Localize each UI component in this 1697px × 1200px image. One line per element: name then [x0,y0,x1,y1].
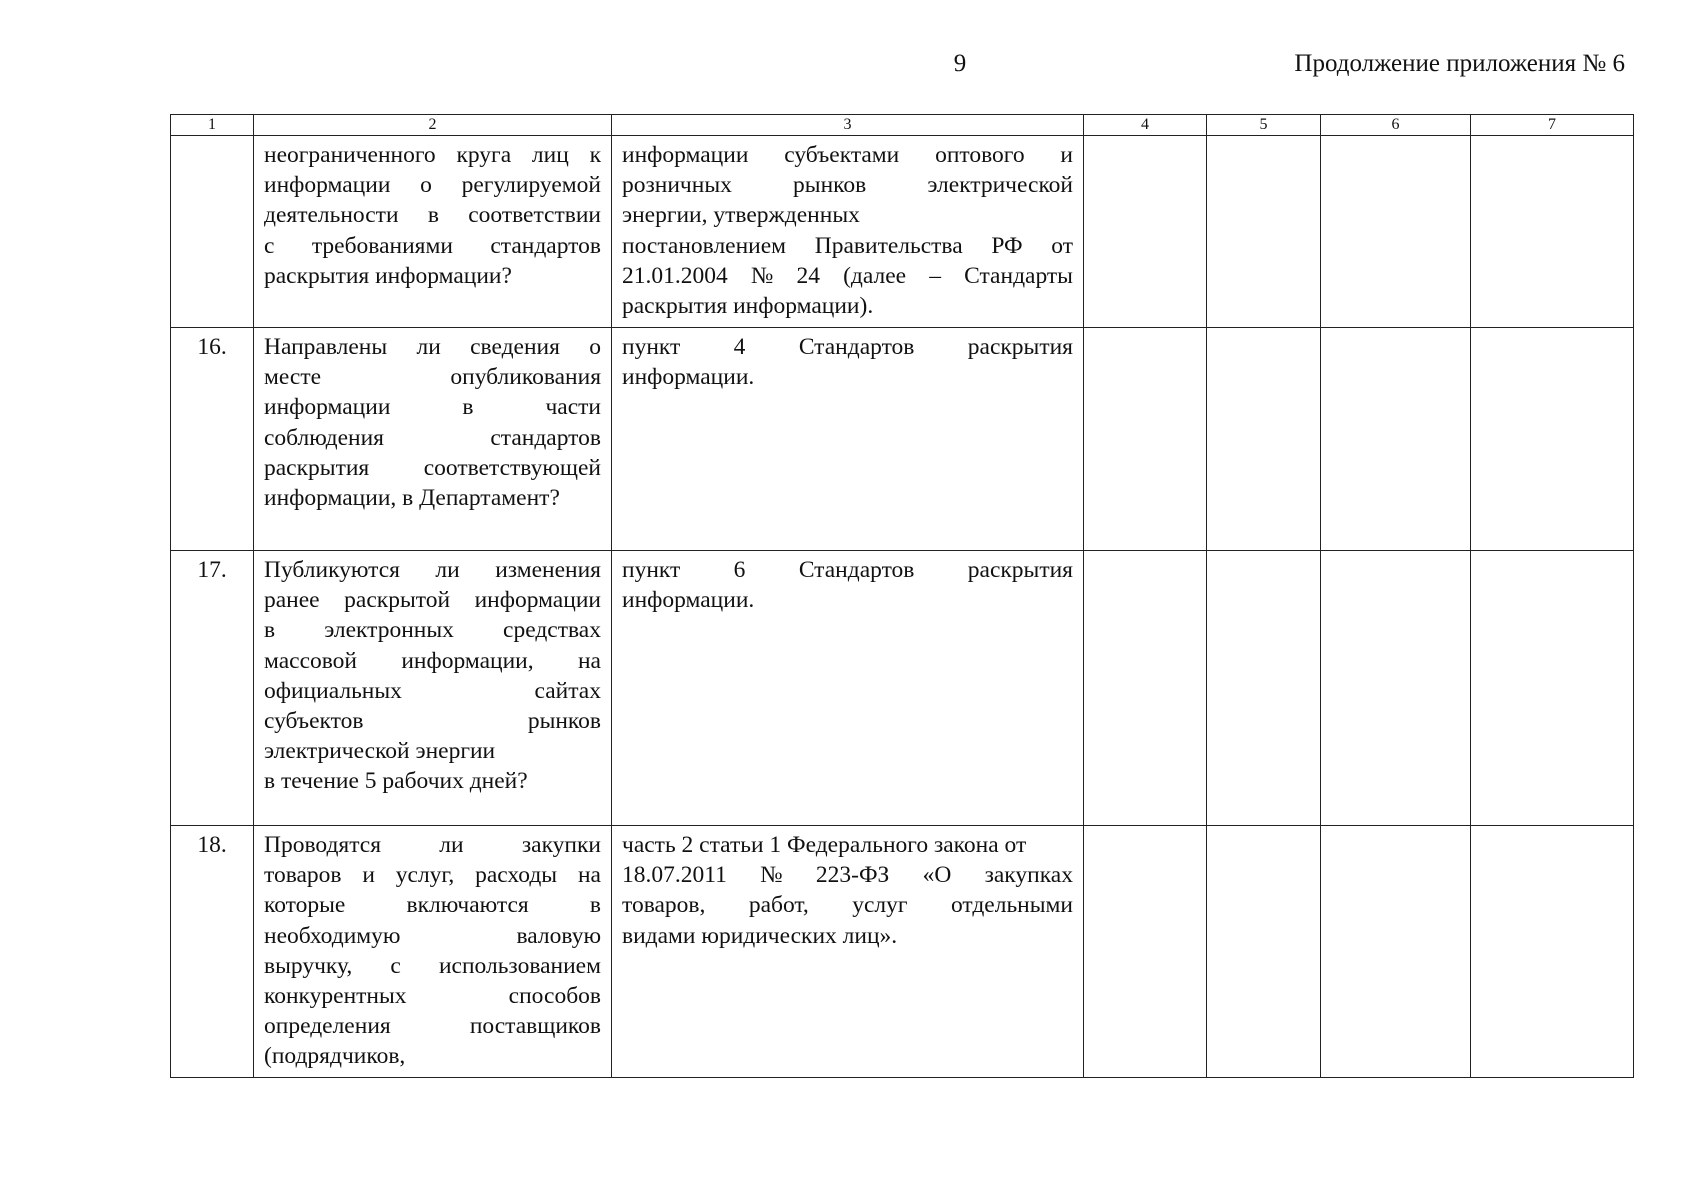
text-line [622,890,1073,920]
text-line [264,951,601,981]
word: Стандарты [964,262,1073,289]
word: Правительства [814,232,963,259]
row-number: 18. [171,826,254,1078]
checklist-table [170,114,1634,1078]
text-line [264,555,601,585]
empty-cell-col-4 [1084,826,1207,1078]
empty-cell-col-4 [1084,551,1207,826]
column-header: 5 [1207,115,1321,136]
word: энергии, утвержденных [622,202,860,229]
legal-basis-cell [612,551,1084,826]
word: раскрытия [967,557,1073,583]
text-line [622,362,1073,392]
column-header: 2 [254,115,612,136]
text-line [264,453,601,483]
word: информации. [622,587,755,614]
word: электронных [324,617,454,644]
word: официальных [264,677,402,704]
text-line [264,1011,601,1041]
word: к [589,142,601,168]
text-line [622,555,1073,585]
text-line [264,830,601,860]
text-line [264,392,601,422]
word: раскрытия [264,454,370,481]
word: информации. [622,364,755,391]
word: необходимую [264,922,401,949]
word: субъектами [784,142,900,168]
text-line [264,890,601,920]
column-header: 1 [171,115,254,136]
word: розничных [622,172,732,199]
column-header: 7 [1471,115,1634,136]
empty-cell-col-6 [1321,551,1471,826]
word: лиц [531,142,569,168]
question-cell [254,328,612,551]
text-line [264,483,601,513]
empty-cell-col-6 [1321,826,1471,1078]
word: № [750,262,774,289]
word: на [577,862,601,889]
word: с [390,952,401,979]
text-line [264,676,601,706]
legal-basis-cell [612,826,1084,1078]
text-line [264,1041,601,1071]
word: опубликования [450,364,601,391]
word: РФ [991,232,1023,259]
word: услуг, [395,862,455,889]
word: сведения [470,334,560,360]
word: соблюдения [264,424,384,451]
word: месте [264,364,322,391]
word: неограниченного [264,142,436,168]
word: отдельными [950,892,1073,919]
word: использованием [438,952,601,979]
word: в [264,617,276,644]
word: рынков [527,708,601,735]
text-line [264,860,601,890]
empty-cell-col-5 [1207,826,1321,1078]
word: и [362,862,375,889]
word: о [589,334,601,360]
word: и [1060,142,1073,168]
word: 4 [733,334,746,360]
row-number [171,136,254,328]
empty-cell-col-7 [1471,328,1634,551]
column-header: 3 [612,115,1084,136]
word: раскрытой [344,587,451,614]
word: о [420,172,432,199]
text-line [264,736,601,766]
text-line [622,291,1073,321]
word: в [427,202,439,229]
word: ли [435,557,460,583]
text-line [622,170,1073,200]
word: выручку, [264,952,353,979]
word: требованиями [311,232,453,259]
text-line [264,981,601,1011]
legal-basis-cell [612,136,1084,328]
page-number: 9 [953,50,967,77]
row-number: 16. [171,328,254,551]
word: в [462,394,474,421]
word: «О [922,862,952,889]
text-line [264,585,601,615]
word: 6 [733,557,746,583]
word: поставщиков [469,1013,601,1040]
empty-cell-col-5 [1207,551,1321,826]
column-header: 4 [1084,115,1207,136]
column-header: 6 [1321,115,1471,136]
word: валовую [516,922,601,949]
word: раскрытия [967,334,1073,360]
empty-cell-col-6 [1321,136,1471,328]
text-line [622,231,1073,261]
empty-cell-col-7 [1471,136,1634,328]
empty-cell-col-6 [1321,328,1471,551]
appendix-continuation-label: Продолжение приложения № 6 [1294,50,1625,77]
word: части [545,394,601,421]
text-line [622,860,1073,890]
word: (подрядчиков, [264,1043,406,1070]
word: товаров [264,862,342,889]
word: круга [456,142,512,168]
word: регулируемой [461,172,601,199]
word: ли [416,334,441,360]
text-line [264,140,601,170]
word: рынков [793,172,867,199]
text-line [264,170,601,200]
word: на [577,647,601,674]
word: информации [264,394,391,421]
word: видами юридических лиц». [622,922,898,949]
word: информации [474,587,601,614]
word: ли [439,832,464,858]
text-line [622,332,1073,362]
table-row [171,551,1634,826]
word: 24 [796,262,820,289]
word: способов [508,983,601,1010]
question-cell [254,551,612,826]
word: № [760,862,783,889]
word: электрической энергии [264,738,496,765]
word: изменения [495,557,601,583]
row-number: 17. [171,551,254,826]
word: Публикуются [264,557,400,583]
word: сайтах [534,677,601,704]
word: работ, [748,892,809,919]
word: информации, [401,647,534,674]
text-line [264,646,601,676]
word: деятельности [264,202,399,229]
word: конкурентных [264,983,407,1010]
word: (далее [843,262,907,289]
question-cell [254,826,612,1078]
word: включаются [406,892,529,919]
text-line [622,140,1073,170]
text-line [622,921,1073,951]
word: информации, в Департамент? [264,485,560,512]
word: пункт [622,557,681,583]
word: закупках [984,862,1073,889]
word: – [929,262,941,289]
word: с [264,232,275,259]
word: в [589,892,601,919]
word: от [1051,232,1073,259]
empty-cell-col-7 [1471,551,1634,826]
question-cell [254,136,612,328]
word: определения [264,1013,391,1040]
word: соответствии [468,202,601,229]
table-row [171,328,1634,551]
word: соответствующей [423,454,601,481]
word: средствах [503,617,601,644]
word: информации [622,142,749,168]
word: расходы [475,862,558,889]
legal-basis-cell [612,328,1084,551]
text-line [264,423,601,453]
empty-cell-col-4 [1084,136,1207,328]
text-line [264,921,601,951]
word: электрической [927,172,1073,199]
word: часть 2 статьи 1 Федерального закона от [622,832,1027,858]
text-line [264,615,601,645]
word: в течение 5 рабочих дней? [264,768,528,795]
text-line [622,585,1073,615]
text-line [264,766,601,796]
empty-cell-col-5 [1207,328,1321,551]
word: постановлением [622,232,787,259]
word: Направлены [264,334,388,360]
table-row [171,826,1634,1078]
empty-cell-col-5 [1207,136,1321,328]
word: стандартов [490,424,601,451]
word: 18.07.2011 [622,862,727,889]
word: Стандартов [798,557,915,583]
word: информации [264,172,391,199]
word: услуг [852,892,908,919]
word: оптового [935,142,1025,168]
word: товаров, [622,892,706,919]
text-line [622,830,1073,860]
column-header-row [171,115,1634,136]
word: закупки [521,832,601,858]
text-line [264,332,601,362]
word: раскрытия информации). [622,293,874,320]
text-line [622,200,1073,230]
word: 223-ФЗ [815,862,890,889]
word: которые [264,892,346,919]
text-line [264,706,601,736]
word: массовой [264,647,358,674]
word: ранее [264,587,320,614]
word: Стандартов [798,334,915,360]
text-line [264,362,601,392]
text-line [264,231,601,261]
empty-cell-col-4 [1084,328,1207,551]
text-line [264,261,601,291]
empty-cell-col-7 [1471,826,1634,1078]
text-line [264,200,601,230]
word: субъектов [264,708,364,735]
word: 21.01.2004 [622,262,728,289]
word: стандартов [490,232,601,259]
text-line [622,261,1073,291]
word: Проводятся [264,832,382,858]
word: раскрытия информации? [264,262,512,289]
word: пункт [622,334,681,360]
table-row [171,136,1634,328]
